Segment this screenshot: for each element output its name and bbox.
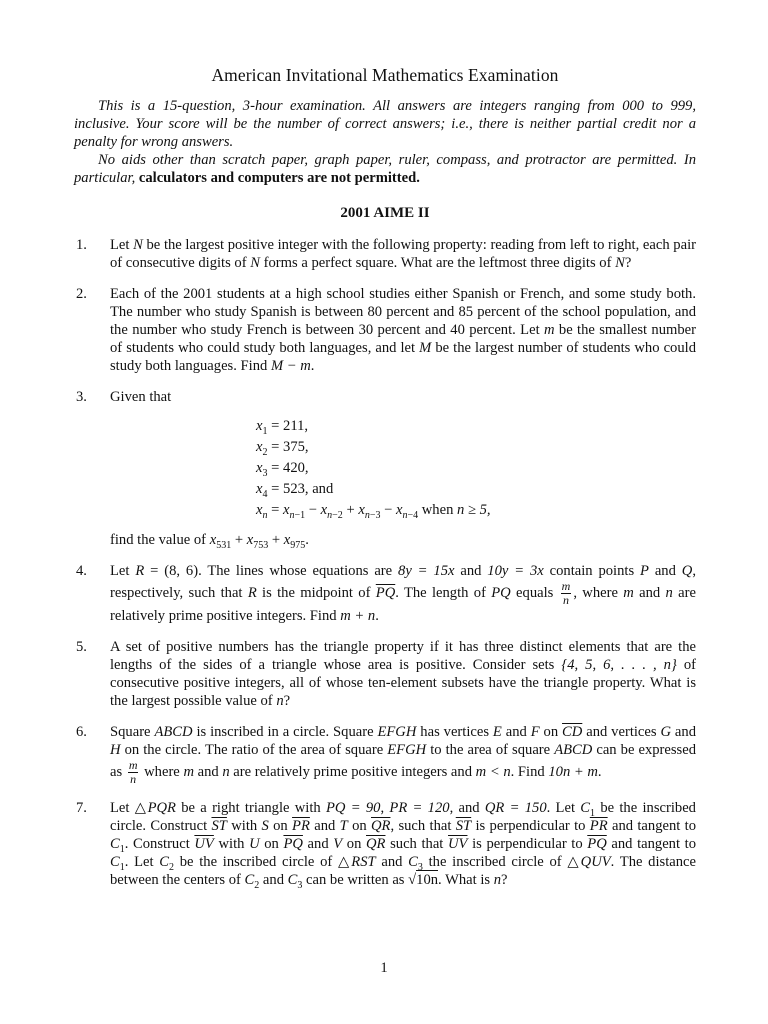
problem-4: [74, 562, 696, 625]
equation-x2: $x_2 = 375$,: [256, 439, 309, 458]
problem-number: 6.: [76, 724, 87, 740]
calculator-warning: calculators and computers are not permitted.: [138, 170, 420, 186]
problem-1: [74, 236, 696, 272]
problem-5: [74, 638, 696, 710]
problem-number: 3.: [76, 389, 87, 405]
recurrence-equations: [256, 416, 696, 521]
problem-7: [74, 799, 696, 889]
problem-text: Given that $x_1 = 211$, $x_2 = 375$, $x_3 = 420$, $x_4 = 523$, and $x_n = x_{n-1} - x_{n-2} + x_{n-3} - x_{n-4}$ when n ≥ 5, find the value of $x_{531} + x_{753} + x_{975}$.: [110, 388, 696, 549]
problem-number: 7.: [76, 800, 87, 816]
problem-text: Each of the 2001 students at a high school studies either Spanish or French, and some study both. The number who study Spanish is between 80 percent and 85 percent of the school population, and the number who study French is between 30 percent and 40 percent. Let m be the smallest number of students who could study both languages, and let M be the largest number of students who could study both languages. Find M − m.: [110, 286, 696, 374]
problem-text: Let △PQR be a right triangle with PQ = 90, PR = 120, and QR = 150. Let $C_1$ be the inscribed circle. Construct $\overline{ST}$ with S on $\overline{PR}$ and T on $\overline{QR}$, such that $\overline{ST}$ is perpendicular to $\overline{PR}$ and tangent to $C_1$. Construct $\overline{UV}$ with U on $\overline{PQ}$ and V on $\overline{QR}$ such that $\overline{UV}$ is perpendicular to $\overline{PQ}$ and tangent to $C_1$. Let $C_2$ be the inscribed circle of △RST and $C_3$ the inscribed circle of △QUV. The distance between the centers of $C_2$ and $C_3$ can be written as √10n. What is n?: [110, 800, 697, 891]
equation-x3: $x_3 = 420$,: [256, 460, 309, 479]
problem-number: 1.: [76, 237, 87, 253]
problem-number: 5.: [76, 639, 87, 655]
instructions-paragraph-2: No aids other than scratch paper, graph paper, ruler, compass, and protractor are permitted. In particular, calculators and computers are not permitted.: [74, 152, 696, 186]
section-title: 2001 AIME II: [340, 205, 430, 221]
page-number: 1: [380, 960, 388, 976]
exam-title: American Invitational Mathematics Examination: [211, 65, 559, 85]
problem-text: Let R = (8, 6). The lines whose equations are 8y = 15x and 10y = 3x contain points P and Q, respectively, such that R is the midpoint of $\overline{PQ}$. The length of PQ equals $\frac{m}{n}$ , where m and n are relatively prime positive integers. Find m + n.: [110, 563, 696, 624]
problem-2: [74, 285, 696, 375]
problem-text: A set of positive numbers has the triangle property if it has three distinct elements that are the lengths of the sides of a triangle whose area is positive. Consider sets {4, 5, 6, . . . , n} of consecutive positive integers, all of whose ten-element subsets have the triangle property. What is the largest possible value of n?: [110, 639, 696, 709]
equation-x4: $x_4 = 523$, and: [256, 481, 334, 500]
equation-x1: $x_1 = 211$,: [256, 418, 309, 437]
problem-text: Square ABCD is inscribed in a circle. Square EFGH has vertices E and F on $\overline{CD}$ and vertices G and H on the circle. The ratio of the area of square EFGH to the area of square ABCD can be expressed as $\frac{m}{n}$ where m and n are relatively prime positive integers and m < n. Find 10n + m.: [110, 724, 697, 786]
equation-recurrence: $x_n = x_{n-1} - x_{n-2} + x_{n-3} - x_{n-4}$ when n ≥ 5,: [256, 502, 491, 521]
problem-number: 2.: [76, 286, 87, 302]
fraction-m-over-n: $\frac{m}{n}$: [561, 579, 571, 607]
problem-6: [74, 723, 696, 786]
problem-list: [74, 236, 696, 889]
problem-3: [74, 388, 696, 549]
instructions: [74, 97, 696, 187]
instructions-paragraph-1: This is a 15-question, 3-hour examination. All answers are integers ranging from 000 to 999, inclusive. Your score will be the number of correct answers; i.e., there is neither partial credit nor a penalty for wrong answers.: [74, 98, 696, 150]
problem-number: 4.: [76, 563, 87, 579]
square-root-expression: √10n: [408, 872, 439, 888]
fraction-m-over-n: $\frac{m}{n}$: [128, 758, 138, 786]
exam-page: [74, 66, 696, 902]
problem-text: Let N be the largest positive integer with the following property: reading from left to right, each pair of consecutive digits of N forms a perfect square. What are the leftmost three digits of N?: [110, 237, 696, 271]
